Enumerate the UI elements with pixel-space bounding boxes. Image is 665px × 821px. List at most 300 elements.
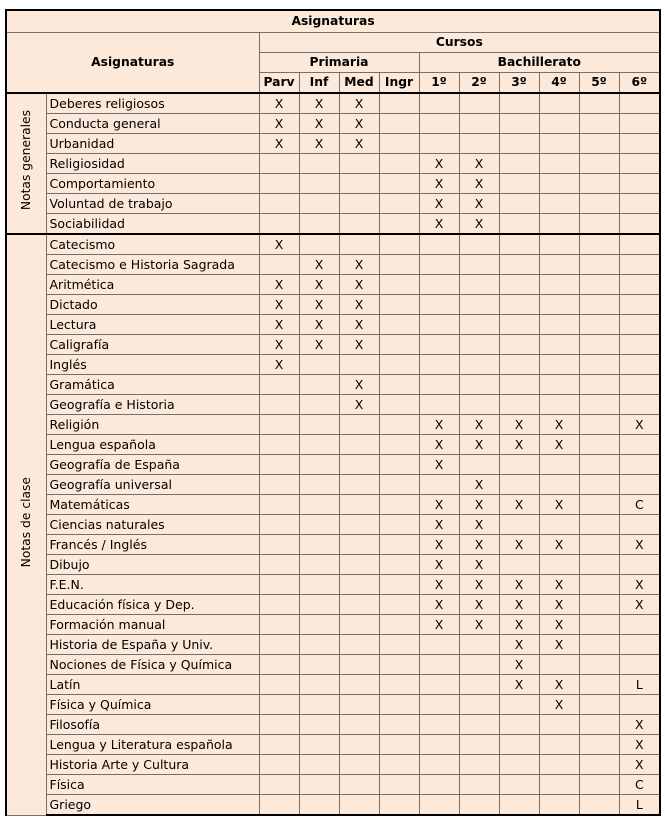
course-mark (259, 575, 299, 595)
course-mark (579, 715, 619, 735)
course-mark (419, 795, 459, 816)
course-mark (619, 134, 660, 154)
course-mark (299, 515, 339, 535)
table-row (6, 615, 660, 635)
course-mark: X (459, 475, 499, 495)
course-mark (379, 335, 419, 355)
course-mark (419, 255, 459, 275)
course-mark (379, 275, 419, 295)
course-mark (379, 495, 419, 515)
course-mark (299, 535, 339, 555)
course-mark (379, 134, 419, 154)
course-mark (299, 174, 339, 194)
course-mark (419, 355, 459, 375)
course-mark: X (259, 355, 299, 375)
course-mark (539, 335, 579, 355)
table-row (6, 194, 660, 214)
table-row (6, 295, 660, 315)
course-mark (539, 775, 579, 795)
course-mark (539, 194, 579, 214)
course-mark: X (459, 415, 499, 435)
course-code-header: Parv (259, 73, 299, 94)
course-mark (339, 635, 379, 655)
subject-name: Religiosidad (46, 154, 259, 174)
course-mark (539, 395, 579, 415)
course-mark (299, 194, 339, 214)
course-mark (539, 295, 579, 315)
subject-name: Francés / Inglés (46, 535, 259, 555)
course-mark: X (419, 495, 459, 515)
course-mark (339, 615, 379, 635)
course-mark: X (539, 495, 579, 515)
course-mark: X (539, 675, 579, 695)
course-mark: X (539, 695, 579, 715)
course-mark (579, 174, 619, 194)
course-mark: X (539, 435, 579, 455)
table-row (6, 174, 660, 194)
course-mark (579, 655, 619, 675)
course-code-header: Inf (299, 73, 339, 94)
course-mark: X (499, 495, 539, 515)
course-mark: X (619, 415, 660, 435)
course-mark: X (459, 515, 499, 535)
course-mark (499, 275, 539, 295)
table-row (6, 515, 660, 535)
course-mark (619, 295, 660, 315)
course-mark (379, 315, 419, 335)
course-mark (339, 595, 379, 615)
course-mark (499, 335, 539, 355)
course-mark (579, 615, 619, 635)
subject-name: Voluntad de trabajo (46, 194, 259, 214)
course-mark (459, 234, 499, 255)
course-mark (499, 214, 539, 235)
course-mark (619, 695, 660, 715)
course-mark (299, 715, 339, 735)
course-mark (579, 395, 619, 415)
course-mark (259, 255, 299, 275)
course-mark (299, 395, 339, 415)
course-mark (339, 355, 379, 375)
course-mark (259, 775, 299, 795)
table-row (6, 455, 660, 475)
course-mark (459, 735, 499, 755)
course-mark (259, 795, 299, 816)
table-row (6, 154, 660, 174)
subject-name: Religión (46, 415, 259, 435)
course-mark (499, 735, 539, 755)
course-mark (419, 93, 459, 114)
course-mark (379, 535, 419, 555)
course-mark (619, 114, 660, 134)
course-mark (299, 795, 339, 816)
course-mark: X (339, 375, 379, 395)
subject-name: Filosofía (46, 715, 259, 735)
course-mark (459, 375, 499, 395)
course-mark (299, 415, 339, 435)
course-mark (379, 355, 419, 375)
course-mark (579, 375, 619, 395)
course-mark (499, 715, 539, 735)
course-mark (539, 214, 579, 235)
course-mark (259, 214, 299, 235)
subject-name: Física (46, 775, 259, 795)
table-row (6, 655, 660, 675)
table-row (6, 755, 660, 775)
course-mark (419, 715, 459, 735)
course-mark: X (619, 755, 660, 775)
course-mark: X (619, 535, 660, 555)
course-mark (459, 635, 499, 655)
course-mark (259, 395, 299, 415)
course-mark (419, 114, 459, 134)
table-title: Asignaturas (6, 10, 660, 33)
table-row (6, 415, 660, 435)
course-mark: X (459, 214, 499, 235)
course-mark (579, 555, 619, 575)
course-mark (539, 174, 579, 194)
course-mark (459, 93, 499, 114)
subject-name: Griego (46, 795, 259, 816)
course-mark: X (619, 575, 660, 595)
course-mark: C (619, 495, 660, 515)
course-mark: X (339, 295, 379, 315)
course-mark (379, 114, 419, 134)
subject-name: Historia Arte y Cultura (46, 755, 259, 775)
table-row (6, 535, 660, 555)
course-mark (339, 415, 379, 435)
course-mark (339, 575, 379, 595)
course-mark (379, 234, 419, 255)
course-mark (579, 495, 619, 515)
course-mark (299, 555, 339, 575)
table-row (6, 475, 660, 495)
course-mark (379, 675, 419, 695)
subject-name: Dictado (46, 295, 259, 315)
course-mark: X (539, 595, 579, 615)
course-mark (539, 475, 579, 495)
course-mark (379, 194, 419, 214)
course-code-header: 3º (499, 73, 539, 94)
course-mark (579, 675, 619, 695)
course-mark (579, 214, 619, 235)
course-mark (539, 375, 579, 395)
course-mark (579, 535, 619, 555)
table-row (6, 275, 660, 295)
course-mark (539, 234, 579, 255)
course-mark (539, 555, 579, 575)
course-mark (579, 575, 619, 595)
table-row (6, 315, 660, 335)
course-mark (339, 234, 379, 255)
course-mark (579, 735, 619, 755)
course-mark (419, 475, 459, 495)
course-mark (579, 255, 619, 275)
course-mark (259, 715, 299, 735)
course-mark (379, 795, 419, 816)
course-mark (499, 375, 539, 395)
course-mark: X (339, 335, 379, 355)
course-mark (299, 435, 339, 455)
course-mark (499, 295, 539, 315)
course-mark: X (299, 275, 339, 295)
course-mark (299, 655, 339, 675)
course-mark (379, 93, 419, 114)
subject-name: Geografía de España (46, 455, 259, 475)
course-mark (259, 615, 299, 635)
course-mark (619, 655, 660, 675)
table-row (6, 234, 660, 255)
course-mark (619, 635, 660, 655)
course-mark (419, 134, 459, 154)
course-mark: L (619, 675, 660, 695)
course-mark (619, 93, 660, 114)
course-mark (299, 595, 339, 615)
course-mark: X (459, 495, 499, 515)
course-mark (619, 315, 660, 335)
course-mark (259, 174, 299, 194)
course-mark: X (459, 555, 499, 575)
course-mark (259, 535, 299, 555)
subject-name: Aritmética (46, 275, 259, 295)
course-mark (419, 775, 459, 795)
table-row (6, 735, 660, 755)
course-mark: C (619, 775, 660, 795)
course-mark (459, 695, 499, 715)
course-mark: X (339, 275, 379, 295)
course-mark (379, 735, 419, 755)
course-mark (379, 255, 419, 275)
course-mark (379, 615, 419, 635)
table-row (6, 595, 660, 615)
course-mark (299, 735, 339, 755)
course-mark (459, 134, 499, 154)
course-mark (579, 795, 619, 816)
course-mark (419, 275, 459, 295)
course-mark (419, 675, 459, 695)
subjects-table (5, 9, 661, 816)
course-mark (299, 775, 339, 795)
course-mark (299, 635, 339, 655)
course-mark (619, 615, 660, 635)
course-mark (539, 275, 579, 295)
table-row (6, 775, 660, 795)
course-mark (379, 154, 419, 174)
course-mark: X (539, 635, 579, 655)
course-mark (379, 695, 419, 715)
course-mark: X (459, 174, 499, 194)
course-mark (339, 194, 379, 214)
subject-name: Lengua y Literatura española (46, 735, 259, 755)
subject-name: Latín (46, 675, 259, 695)
course-mark (579, 635, 619, 655)
table-row (6, 335, 660, 355)
course-mark (259, 755, 299, 775)
course-mark (539, 93, 579, 114)
course-mark: X (339, 255, 379, 275)
table-row (6, 114, 660, 134)
course-mark (499, 174, 539, 194)
course-mark (339, 214, 379, 235)
course-mark (579, 134, 619, 154)
group-label-cell (6, 234, 46, 815)
course-mark (419, 695, 459, 715)
subject-name: Catecismo e Historia Sagrada (46, 255, 259, 275)
course-mark: X (299, 295, 339, 315)
course-mark (379, 435, 419, 455)
course-mark (259, 695, 299, 715)
course-code-header: 1º (419, 73, 459, 94)
course-mark: X (499, 595, 539, 615)
course-mark (499, 775, 539, 795)
course-mark: X (299, 335, 339, 355)
course-mark (499, 154, 539, 174)
course-mark: X (459, 535, 499, 555)
course-mark (339, 555, 379, 575)
course-mark (259, 435, 299, 455)
course-mark (619, 355, 660, 375)
course-mark (579, 475, 619, 495)
course-mark (499, 555, 539, 575)
course-mark (459, 355, 499, 375)
table-row (6, 355, 660, 375)
course-code-header: 4º (539, 73, 579, 94)
course-mark (539, 715, 579, 735)
subject-name: Caligrafía (46, 335, 259, 355)
table-row (6, 395, 660, 415)
course-mark (539, 515, 579, 535)
subject-name: Historia de España y Univ. (46, 635, 259, 655)
course-mark: X (499, 415, 539, 435)
course-mark (299, 495, 339, 515)
course-mark: X (459, 575, 499, 595)
course-mark (379, 295, 419, 315)
course-mark (379, 655, 419, 675)
course-mark: X (339, 134, 379, 154)
course-mark (499, 93, 539, 114)
course-mark (379, 595, 419, 615)
course-mark (379, 395, 419, 415)
course-mark (379, 475, 419, 495)
course-mark: X (299, 315, 339, 335)
course-mark: X (339, 114, 379, 134)
course-mark (579, 234, 619, 255)
course-mark: X (459, 435, 499, 455)
course-mark (419, 635, 459, 655)
course-mark (299, 695, 339, 715)
course-mark (459, 335, 499, 355)
bachillerato-header: Bachillerato (419, 53, 660, 73)
course-mark (299, 375, 339, 395)
course-mark (539, 114, 579, 134)
course-mark: X (539, 615, 579, 635)
table-row (6, 93, 660, 114)
course-mark: X (459, 615, 499, 635)
course-mark (419, 655, 459, 675)
subject-name: Ciencias naturales (46, 515, 259, 535)
course-mark (499, 194, 539, 214)
subject-name: Deberes religiosos (46, 93, 259, 114)
course-mark (619, 214, 660, 235)
course-mark (339, 435, 379, 455)
course-mark: X (259, 335, 299, 355)
course-mark (619, 455, 660, 475)
course-mark (619, 194, 660, 214)
course-mark (259, 495, 299, 515)
course-mark: X (339, 395, 379, 415)
course-mark (259, 735, 299, 755)
course-mark (259, 154, 299, 174)
course-mark: X (419, 435, 459, 455)
course-code-header: 5º (579, 73, 619, 94)
subject-name: Lectura (46, 315, 259, 335)
course-mark (339, 515, 379, 535)
subject-name: Matemáticas (46, 495, 259, 515)
course-mark (619, 555, 660, 575)
course-mark (419, 735, 459, 755)
course-mark (459, 395, 499, 415)
course-mark (339, 735, 379, 755)
course-mark (579, 695, 619, 715)
table-row (6, 695, 660, 715)
table-row (6, 635, 660, 655)
course-mark (379, 214, 419, 235)
cursos-header: Cursos (259, 33, 660, 53)
table-row (6, 555, 660, 575)
course-mark (539, 255, 579, 275)
course-mark (619, 515, 660, 535)
course-mark (379, 375, 419, 395)
subject-name: Física y Química (46, 695, 259, 715)
subject-name: Educación física y Dep. (46, 595, 259, 615)
course-mark (579, 355, 619, 375)
course-mark: X (619, 735, 660, 755)
subject-name: Formación manual (46, 615, 259, 635)
course-mark: X (299, 114, 339, 134)
course-mark (419, 335, 459, 355)
subject-name: Inglés (46, 355, 259, 375)
course-mark (339, 775, 379, 795)
course-mark (539, 455, 579, 475)
course-mark (339, 495, 379, 515)
course-mark (579, 93, 619, 114)
course-mark (579, 775, 619, 795)
course-mark (259, 555, 299, 575)
group-label: Notas generales (19, 110, 34, 211)
course-mark (499, 234, 539, 255)
course-mark (499, 114, 539, 134)
course-mark (419, 315, 459, 335)
subject-name: Geografía e Historia (46, 395, 259, 415)
course-mark: X (419, 575, 459, 595)
course-mark (339, 174, 379, 194)
course-mark (619, 335, 660, 355)
course-mark: X (499, 615, 539, 635)
course-mark (579, 275, 619, 295)
course-mark (459, 655, 499, 675)
table-row (6, 255, 660, 275)
table-row (6, 134, 660, 154)
primaria-header: Primaria (259, 53, 419, 73)
course-mark: X (419, 455, 459, 475)
course-mark: L (619, 795, 660, 816)
course-mark (259, 455, 299, 475)
course-mark (459, 275, 499, 295)
course-mark (299, 755, 339, 775)
course-mark (379, 174, 419, 194)
course-mark: X (539, 415, 579, 435)
course-mark (539, 735, 579, 755)
